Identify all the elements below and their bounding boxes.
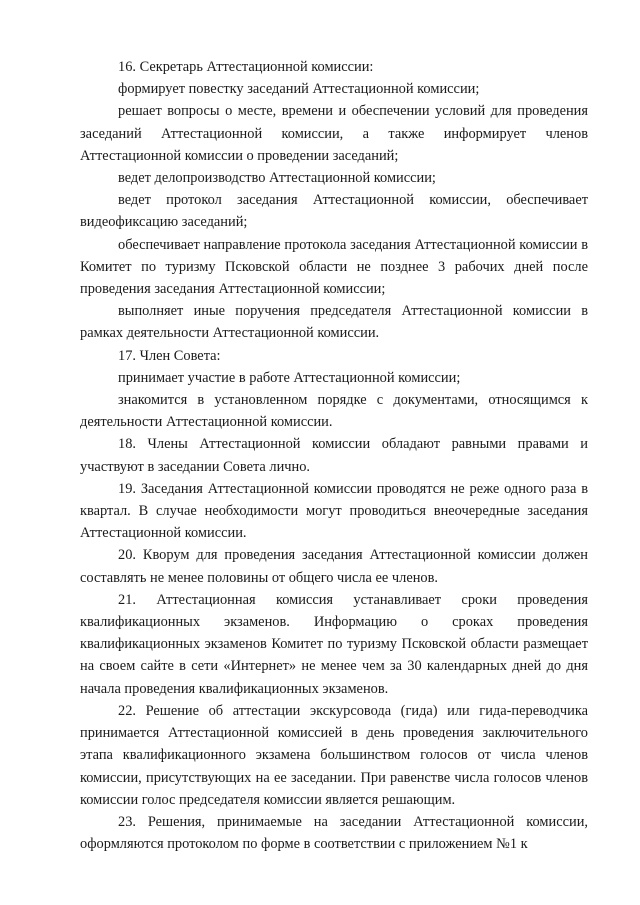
paragraph-16-item-6: выполняет иные поручения председателя Аттестационной комиссии в рамках деятельности Аттестационной комиссии. bbox=[80, 303, 588, 342]
paragraph-18: 18. Члены Аттестационной комиссии обладают равными правами и участвуют в заседании Совета лично. bbox=[80, 436, 588, 475]
paragraph-16-item-5: обеспечивает направление протокола заседания Аттестационной комиссии в Комитет по туризму Псковской области не позднее 3 рабочих дней после проведения заседания Аттестационной комиссии; bbox=[80, 236, 588, 298]
paragraph-22: 22. Решение об аттестации экскурсовода (гида) или гида-переводчика принимается Аттестационной комиссией в день проведения заключительного этапа квалификационного экзамена большинством голосов от числа членов комиссии, присутствующих на ее заседании. При равенстве числа голосов членов комиссии голос председателя комиссии является решающим. bbox=[80, 702, 588, 808]
paragraph-23: 23. Решения, принимаемые на заседании Аттестационной комиссии, оформляются протоколом по форме в соответствии с приложением №1 к bbox=[80, 813, 588, 853]
paragraph-16-heading: 16. Секретарь Аттестационной комиссии: bbox=[118, 59, 374, 75]
paragraph-16-item-2: решает вопросы о месте, времени и обеспечении условий для проведения заседаний Аттестационной комиссии, а также информирует членов Аттестационной комиссии о проведении заседаний; bbox=[80, 103, 588, 164]
paragraph-17-item-1: принимает участие в работе Аттестационной комиссии; bbox=[118, 369, 461, 386]
paragraph-21: 21. Аттестационная комиссия устанавливает сроки проведения квалификационных экзаменов. Информацию о сроках проведения квалификационных экзаменов Комитет по туризму Псковской области размещает на своем сайте в сети «Интернет» не менее чем за 30 календарных дней до дня начала проведения квалификационных экзаменов. bbox=[80, 591, 588, 697]
paragraph-16-item-3: ведет делопроизводство Аттестационной комиссии; bbox=[118, 170, 436, 187]
paragraph-20: 20. Кворум для проведения заседания Аттестационной комиссии должен составлять не менее половины от общего числа ее членов. bbox=[80, 547, 588, 586]
paragraph-19: 19. Заседания Аттестационной комиссии проводятся не реже одного раза в квартал. В случае необходимости могут проводиться внеочередные заседания Аттестационной комиссии. bbox=[80, 480, 588, 542]
document-page bbox=[80, 56, 588, 855]
paragraph-17-item-2: знакомится в установленном порядке с документами, относящимся к деятельности Аттестационной комиссии. bbox=[80, 392, 588, 431]
paragraph-16-item-4: ведет протокол заседания Аттестационной комиссии, обеспечивает видеофиксацию заседаний; bbox=[80, 192, 588, 231]
paragraph-16-item-1: формирует повестку заседаний Аттестационной комиссии; bbox=[118, 81, 480, 98]
paragraph-17-heading: 17. Член Совета: bbox=[118, 347, 221, 364]
